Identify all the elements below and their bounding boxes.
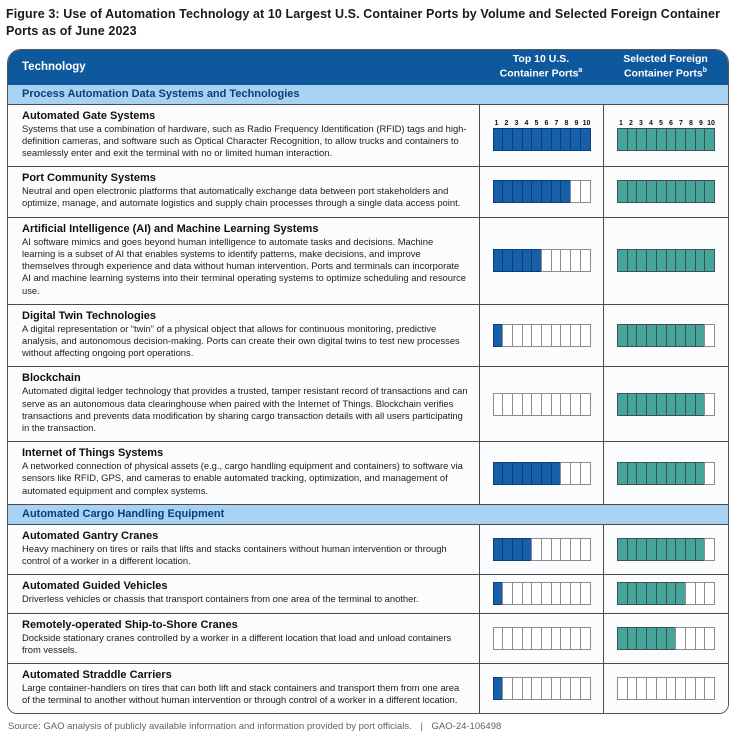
technology-name: Port Community Systems <box>22 172 156 185</box>
foreign-ports-cell <box>603 614 728 663</box>
scale-number: 5 <box>534 119 539 127</box>
scale-number: 2 <box>629 119 633 127</box>
scale-number: 3 <box>639 119 643 127</box>
technology-cell <box>8 614 479 663</box>
foreign-ports-unit-strip <box>617 180 715 203</box>
scale-number: 9 <box>574 119 579 127</box>
unit-box-filled <box>580 128 591 151</box>
foreign-ports-cell <box>603 167 728 216</box>
technology-description: Large container-handlers on tires that can both lift and stack containers and transport them from one area of the terminal to another without human intervention or through control of a worker in a different location. <box>22 682 460 706</box>
technology-description: AI software mimics and goes beyond human intelligence to automate tasks and decisions. Machine learning is a subset of AI that enables systems to identify patterns, make decisions, and improve themselves through experience and data without human intervention. Ports and terminals can incorporate AI and machine learning systems into their terminal operating systems to optimize scheduling and resource use. <box>22 235 466 296</box>
us-ports-unit-strip <box>493 677 591 700</box>
technology-name: Automated Gantry Cranes <box>22 529 159 542</box>
foreign-ports-unit-strip <box>617 582 715 605</box>
technology-name: Internet of Things Systems <box>22 447 164 460</box>
technology-description: Dockside stationary cranes controlled by a worker in a different location that load and unload containers from vessels. <box>22 631 452 655</box>
unit-box-empty <box>580 462 591 485</box>
unit-box-empty <box>580 180 591 203</box>
table-row <box>8 105 728 167</box>
foreign-header-line1: Selected Foreign <box>623 52 708 65</box>
technology-name: Remotely-operated Ship-to-Shore Cranes <box>22 618 238 631</box>
foreign-ports-unit-strip <box>617 462 715 485</box>
unit-box-empty <box>580 627 591 650</box>
technology-description: Systems that use a combination of hardware, such as Radio Frequency Identification (RFID) tags and high-definition cameras, and software such as Optical Character Recognition, to allow trucks and containers to seamlessly enter and exit the terminal with no or limited human interaction. <box>22 122 467 158</box>
technology-description: A networked connection of physical assets (e.g., cargo handling equipment and containers) to software via sensors like RFID, GPS, and cameras to enable automated tracking, optimization, and management of automated equipment and complex systems. <box>22 460 463 496</box>
scale-number: 6 <box>669 119 673 127</box>
unit-box-empty <box>580 677 591 700</box>
table-row <box>8 441 728 504</box>
technology-cell <box>8 367 479 441</box>
us-header-footnote-marker: a <box>578 67 583 75</box>
column-header-foreign-ports <box>603 50 728 85</box>
scale-number: 2 <box>504 119 509 127</box>
technology-name: Artificial Intelligence (AI) and Machine Learning Systems <box>22 222 319 235</box>
section-header: Automated Cargo Handling Equipment <box>8 504 728 525</box>
us-header-line2: Container Ports <box>499 67 579 80</box>
foreign-ports-cell <box>603 442 728 504</box>
us-ports-cell <box>479 614 603 663</box>
scale-number: 5 <box>659 119 663 127</box>
us-ports-cell <box>479 525 603 574</box>
foreign-ports-unit-strip <box>617 128 715 151</box>
technology-description: Heavy machinery on tires or rails that lifts and stacks containers without human intervention or through control of a worker in a different location. <box>22 542 447 567</box>
technology-cell <box>8 305 479 367</box>
us-ports-unit-strip <box>493 324 591 347</box>
foreign-ports-cell <box>603 218 728 304</box>
technology-description: Driverless vehicles or chassis that transport containers from one area of the terminal to another. <box>22 593 419 605</box>
us-header-line1: Top 10 U.S. <box>512 52 570 65</box>
unit-box-empty <box>704 677 715 700</box>
us-ports-unit-strip <box>493 627 591 650</box>
column-header-us-ports <box>479 50 603 85</box>
port-count-scale <box>492 120 592 127</box>
foreign-ports-unit-strip <box>617 324 715 347</box>
report-id: GAO-24-106498 <box>431 721 502 733</box>
technology-name: Automated Gate Systems <box>22 109 156 122</box>
unit-box-empty <box>580 582 591 605</box>
unit-box-empty <box>704 324 715 347</box>
unit-box-empty <box>704 582 715 605</box>
foreign-header-footnote-marker: b <box>702 67 708 75</box>
technology-description: A digital representation or “twin” of a physical object that allows for continuous monitoring, predictive analysis, and autonomous decision-making. Ports can create their own digital twins to test new processes without affecting ongoing port operations. <box>22 322 460 359</box>
scale-number: 3 <box>514 119 519 127</box>
us-ports-cell <box>479 305 603 367</box>
foreign-ports-unit-strip <box>617 249 715 272</box>
foreign-ports-unit-strip <box>617 677 715 700</box>
scale-number: 1 <box>619 119 623 127</box>
scale-number: 6 <box>544 119 549 127</box>
source-text: Source: GAO analysis of publicly available information and information provided by port officials. <box>8 721 412 733</box>
technology-cell <box>8 525 479 574</box>
table-row <box>8 613 728 663</box>
us-ports-cell <box>479 105 603 167</box>
us-ports-cell <box>479 664 603 713</box>
us-ports-cell <box>479 575 603 612</box>
section-header: Process Automation Data Systems and Technologies <box>8 85 728 105</box>
technology-name: Automated Straddle Carriers <box>22 669 172 681</box>
us-ports-cell <box>479 167 603 216</box>
unit-box-empty <box>704 538 715 561</box>
foreign-ports-cell <box>603 575 728 612</box>
technology-description: Neutral and open electronic platforms that automatically exchange data between port stakeholders and optimize, manage, and automate logistics and supply chain processes through a single data access point. <box>22 185 461 209</box>
foreign-header-line2: Container Ports <box>623 67 703 80</box>
technology-description: Automated digital ledger technology that provides a trusted, tamper resistant record of transactions and can serve as an autonomous data clearinghouse when paired with the Internet of Things. Blockchain verifies transactions and prevents data modification by sharing cargo transaction details with all users participating in the transaction. <box>22 385 468 434</box>
scale-number: 10 <box>707 119 715 127</box>
table-header-row <box>8 50 728 85</box>
us-ports-unit-strip <box>493 249 591 272</box>
scale-number: 1 <box>494 119 499 127</box>
scale-number: 10 <box>582 119 591 127</box>
foreign-ports-cell <box>603 664 728 713</box>
table-row <box>8 366 728 441</box>
us-ports-cell <box>479 442 603 504</box>
scale-number: 7 <box>679 119 683 127</box>
unit-box-empty <box>704 462 715 485</box>
scale-number: 8 <box>689 119 693 127</box>
foreign-ports-unit-strip <box>617 627 715 650</box>
table-row <box>8 574 728 612</box>
table-body <box>8 85 728 714</box>
technology-name: Blockchain <box>22 372 81 385</box>
unit-box-empty <box>580 393 591 416</box>
technology-cell <box>8 664 479 713</box>
foreign-ports-cell <box>603 367 728 441</box>
foreign-ports-cell <box>603 525 728 574</box>
foreign-ports-cell <box>603 305 728 367</box>
scale-number: 4 <box>524 119 529 127</box>
technology-cell <box>8 218 479 304</box>
us-ports-unit-strip <box>493 462 591 485</box>
table-row <box>8 217 728 304</box>
scale-number: 9 <box>699 119 703 127</box>
figure-title: Figure 3: Use of Automation Technology at 10 Largest U.S. Container Ports by Volume and Selected Foreign Container Ports as of June 2023 <box>6 7 721 38</box>
column-header-technology: Technology <box>22 61 86 74</box>
port-count-scale <box>616 120 716 127</box>
us-ports-cell <box>479 367 603 441</box>
scale-number: 7 <box>554 119 559 127</box>
source-separator: | <box>420 721 423 733</box>
table-row <box>8 166 728 216</box>
technology-cell <box>8 167 479 216</box>
us-ports-unit-strip <box>493 128 591 151</box>
source-note <box>8 721 727 732</box>
us-ports-unit-strip <box>493 393 591 416</box>
automation-table <box>7 49 729 715</box>
foreign-ports-cell <box>603 105 728 167</box>
technology-cell <box>8 575 479 612</box>
unit-box-filled <box>704 180 715 203</box>
table-row <box>8 525 728 574</box>
foreign-ports-unit-strip <box>617 538 715 561</box>
technology-cell <box>8 105 479 167</box>
unit-box-empty <box>580 538 591 561</box>
scale-number: 8 <box>564 119 569 127</box>
us-ports-unit-strip <box>493 538 591 561</box>
technology-name: Digital Twin Technologies <box>22 309 157 322</box>
us-ports-unit-strip <box>493 180 591 203</box>
us-ports-cell <box>479 218 603 304</box>
unit-box-empty <box>704 627 715 650</box>
unit-box-empty <box>580 249 591 272</box>
foreign-ports-unit-strip <box>617 393 715 416</box>
unit-box-empty <box>704 393 715 416</box>
technology-name: Automated Guided Vehicles <box>22 580 168 593</box>
unit-box-filled <box>704 128 715 151</box>
technology-cell <box>8 442 479 504</box>
us-ports-unit-strip <box>493 582 591 605</box>
scale-number: 4 <box>649 119 653 127</box>
table-row <box>8 304 728 367</box>
unit-box-filled <box>704 249 715 272</box>
unit-box-empty <box>580 324 591 347</box>
